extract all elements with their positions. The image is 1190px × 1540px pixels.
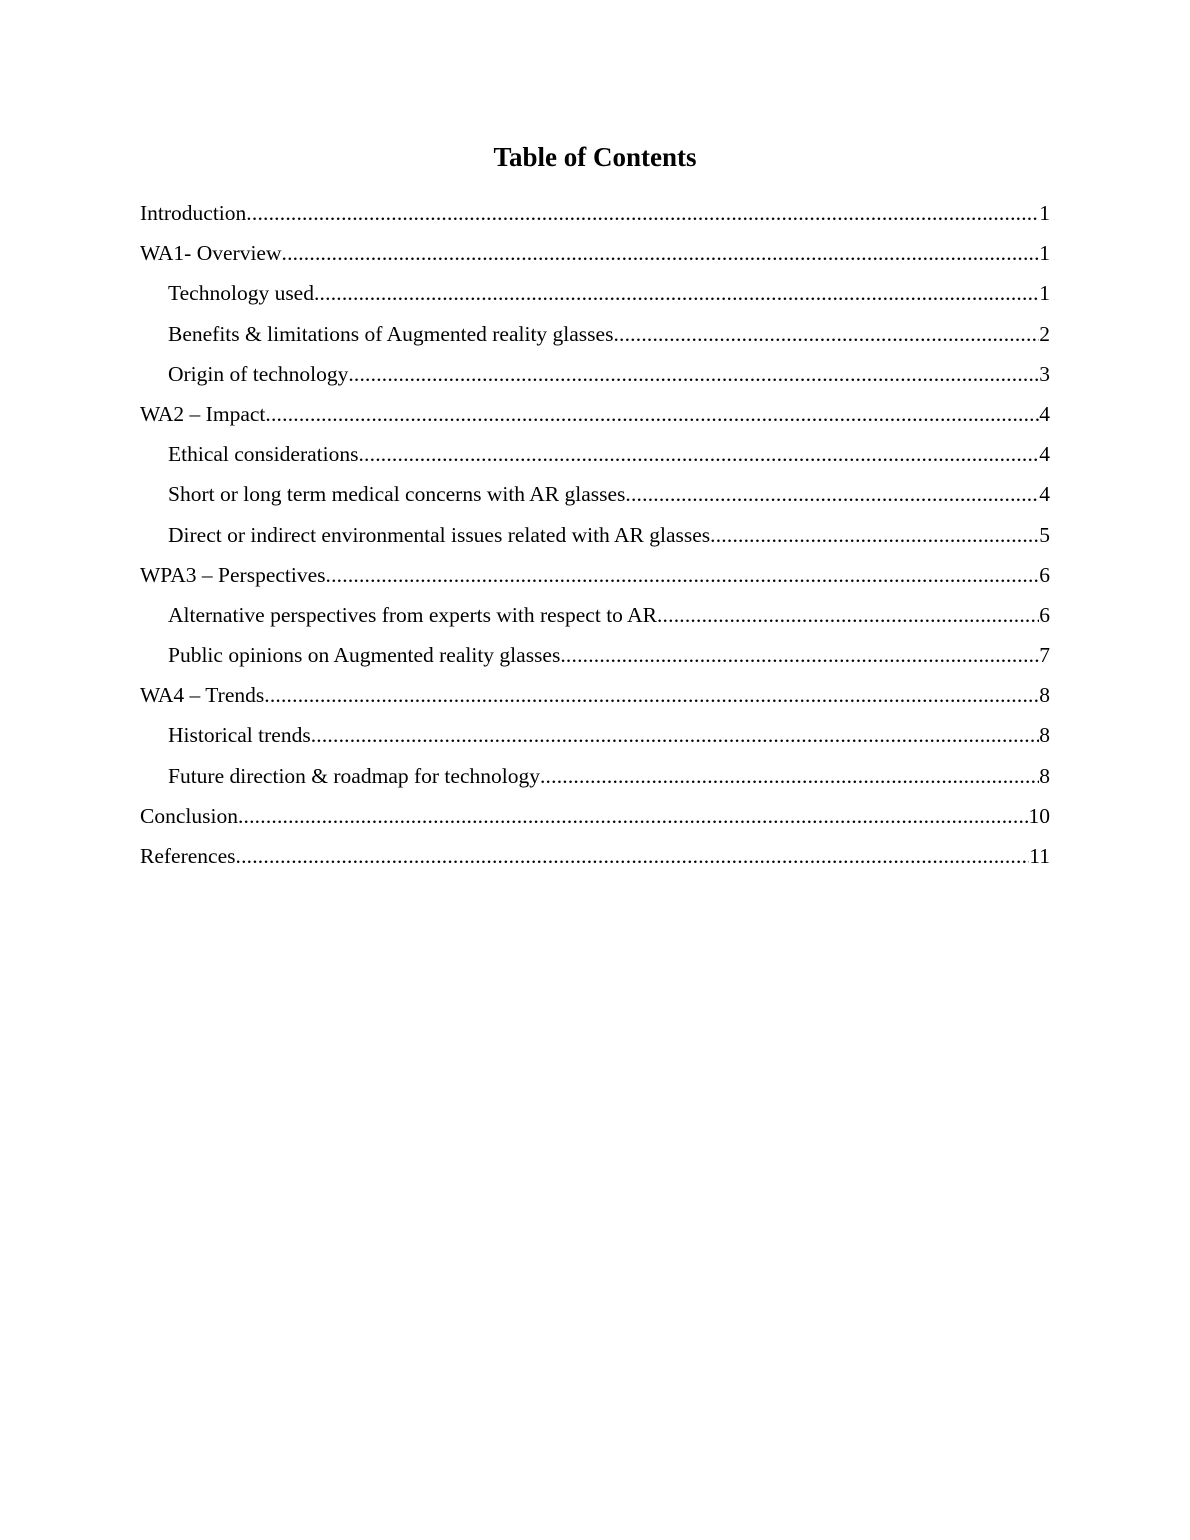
toc-entry[interactable] [140, 799, 1050, 839]
toc-entry[interactable] [140, 678, 1050, 718]
toc-entry-page-number: 5 [1039, 522, 1050, 547]
toc-title: Table of Contents [493, 142, 697, 172]
toc-entry-page-number: 2 [1039, 321, 1050, 346]
toc-entry-page-number: 6 [1039, 602, 1050, 627]
toc-entry[interactable] [140, 437, 1050, 477]
toc-dot-leader [348, 357, 1039, 391]
toc-dot-leader [264, 678, 1039, 712]
toc-entry[interactable] [140, 357, 1050, 397]
toc-entry-page-number: 4 [1039, 442, 1050, 467]
toc-entry-label: WA1- Overview [140, 241, 282, 266]
toc-entry[interactable] [140, 477, 1050, 517]
toc-entry-page-number: 10 [1028, 803, 1050, 828]
toc-dot-leader [265, 397, 1039, 431]
toc-entry-page-number: 8 [1039, 683, 1050, 708]
toc-entry-label: Future direction & roadmap for technology [168, 763, 540, 788]
toc-entry[interactable] [140, 236, 1050, 276]
toc-entry-page-number: 4 [1039, 482, 1050, 507]
toc-dot-leader [326, 558, 1040, 592]
toc-entry-page-number: 1 [1039, 281, 1050, 306]
toc-entry-page-number: 1 [1039, 201, 1050, 225]
toc-entry-page-number: 6 [1039, 562, 1050, 587]
toc-dot-leader [560, 638, 1039, 672]
toc-entry-label: Technology used [168, 281, 314, 306]
toc-entry-label: References [140, 844, 236, 868]
toc-entry[interactable] [140, 638, 1050, 678]
toc-dot-leader [625, 477, 1039, 511]
toc-entry-label: WA4 – Trends [140, 683, 265, 708]
toc-entry-page-number: 4 [1039, 401, 1050, 426]
toc-dot-leader [710, 518, 1039, 552]
toc-entry-page-number: 11 [1029, 844, 1050, 868]
toc-entry-page-number: 8 [1039, 723, 1050, 748]
toc-dot-leader [613, 317, 1039, 351]
toc-entry-page-number: 3 [1039, 361, 1050, 386]
toc-dot-leader [540, 759, 1039, 793]
toc-entry-label: Alternative perspectives from experts with respect to AR [168, 602, 657, 627]
toc-entry-label: Short or long term medical concerns with AR glasses [168, 482, 626, 507]
toc-entry-label: Historical trends [168, 723, 311, 748]
toc-dot-leader [358, 437, 1039, 471]
toc-entry[interactable] [140, 518, 1050, 558]
toc-entry-label: Ethical considerations [168, 442, 359, 467]
toc-entry-page-number: 8 [1039, 763, 1050, 788]
toc-entry[interactable] [140, 839, 1050, 879]
toc-entry[interactable] [140, 598, 1050, 638]
toc-entry[interactable] [140, 317, 1050, 357]
toc-dot-leader [236, 839, 1030, 873]
toc-entry-label: Origin of technology [168, 361, 349, 386]
toc-entry-label: Direct or indirect environmental issues related with AR glasses [168, 522, 711, 547]
toc-dot-leader [246, 196, 1039, 230]
toc-entry-label: Benefits & limitations of Augmented reality glasses [168, 321, 614, 346]
toc-entry[interactable] [140, 759, 1050, 799]
toc-dot-leader [311, 718, 1040, 752]
toc-entry-label: WPA3 – Perspectives [140, 562, 326, 587]
toc-entry[interactable] [140, 558, 1050, 598]
toc-entry[interactable] [140, 196, 1050, 236]
toc-entry-label: WA2 – Impact [140, 401, 266, 426]
toc-entry-label: Introduction [140, 201, 247, 225]
toc-dot-leader [657, 598, 1039, 632]
toc-entry-page-number: 1 [1039, 241, 1050, 266]
toc-entry-label: Public opinions on Augmented reality glasses [168, 643, 561, 668]
toc-entry[interactable] [140, 718, 1050, 758]
toc-dot-leader [314, 276, 1039, 310]
toc-entry[interactable] [140, 397, 1050, 437]
toc-dot-leader [238, 799, 1029, 833]
toc-entry[interactable] [140, 276, 1050, 316]
toc-dot-leader [282, 236, 1040, 270]
toc-entry-label: Conclusion [140, 803, 238, 828]
toc-entry-page-number: 7 [1039, 643, 1050, 668]
toc-list [140, 196, 1050, 879]
